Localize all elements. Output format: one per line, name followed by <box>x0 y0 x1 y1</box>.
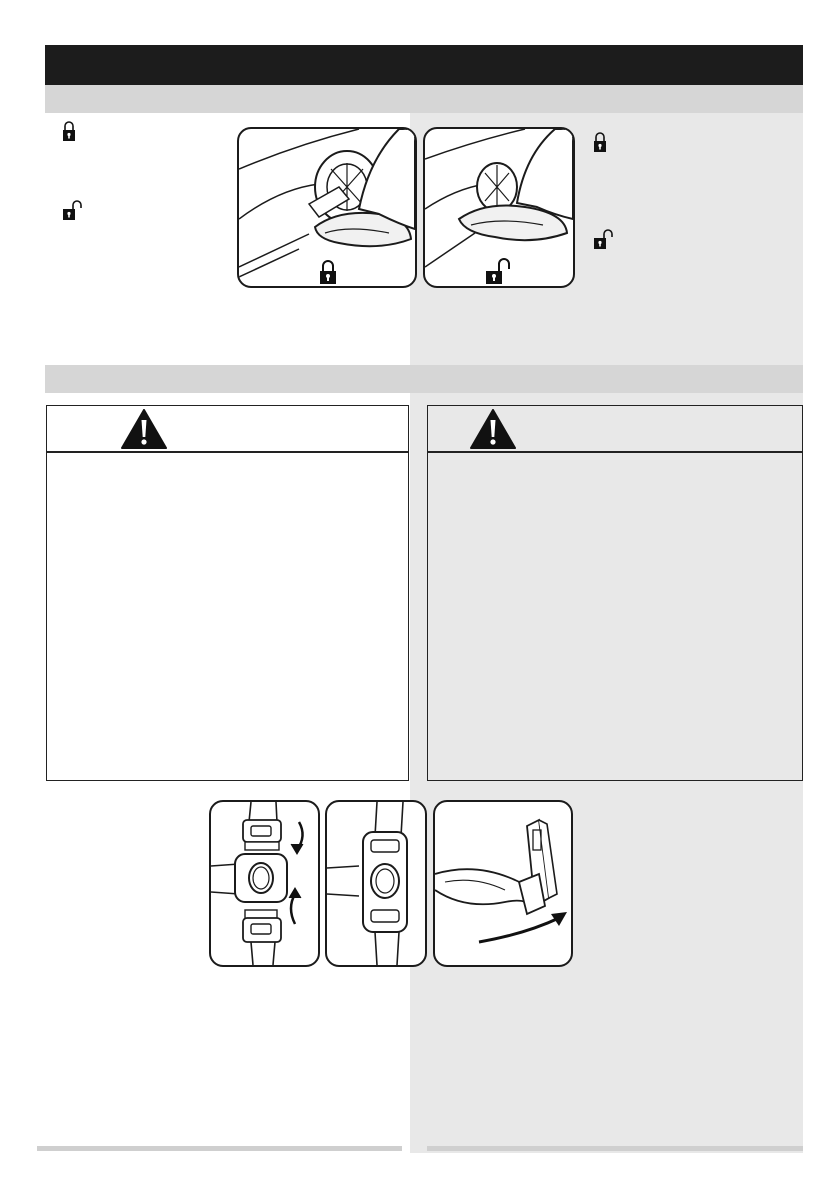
page-header-bar <box>45 45 803 85</box>
buckle-open-figure <box>209 800 320 967</box>
brake-lock-illustration <box>237 127 417 288</box>
footer-rule-left <box>37 1146 402 1151</box>
warning-header <box>428 406 802 453</box>
buckle-closed-figure <box>325 800 427 967</box>
lock-closed-icon <box>593 131 607 153</box>
warning-triangle-icon <box>470 409 516 449</box>
lock-open-icon <box>593 228 615 250</box>
footer-rule-right <box>427 1146 803 1151</box>
lock-open-icon <box>62 199 84 221</box>
lock-closed-icon <box>62 120 76 142</box>
lock-open-icon <box>485 257 513 285</box>
brake-unlock-illustration <box>423 127 575 288</box>
section-bar-harness <box>45 365 803 393</box>
warning-header <box>47 406 408 453</box>
warning-box-right <box>427 405 803 781</box>
strap-lift-figure <box>433 800 573 967</box>
warning-triangle-icon <box>121 409 167 449</box>
lock-closed-icon <box>319 259 337 285</box>
warning-box-left <box>46 405 409 781</box>
section-bar-brake <box>45 85 803 113</box>
